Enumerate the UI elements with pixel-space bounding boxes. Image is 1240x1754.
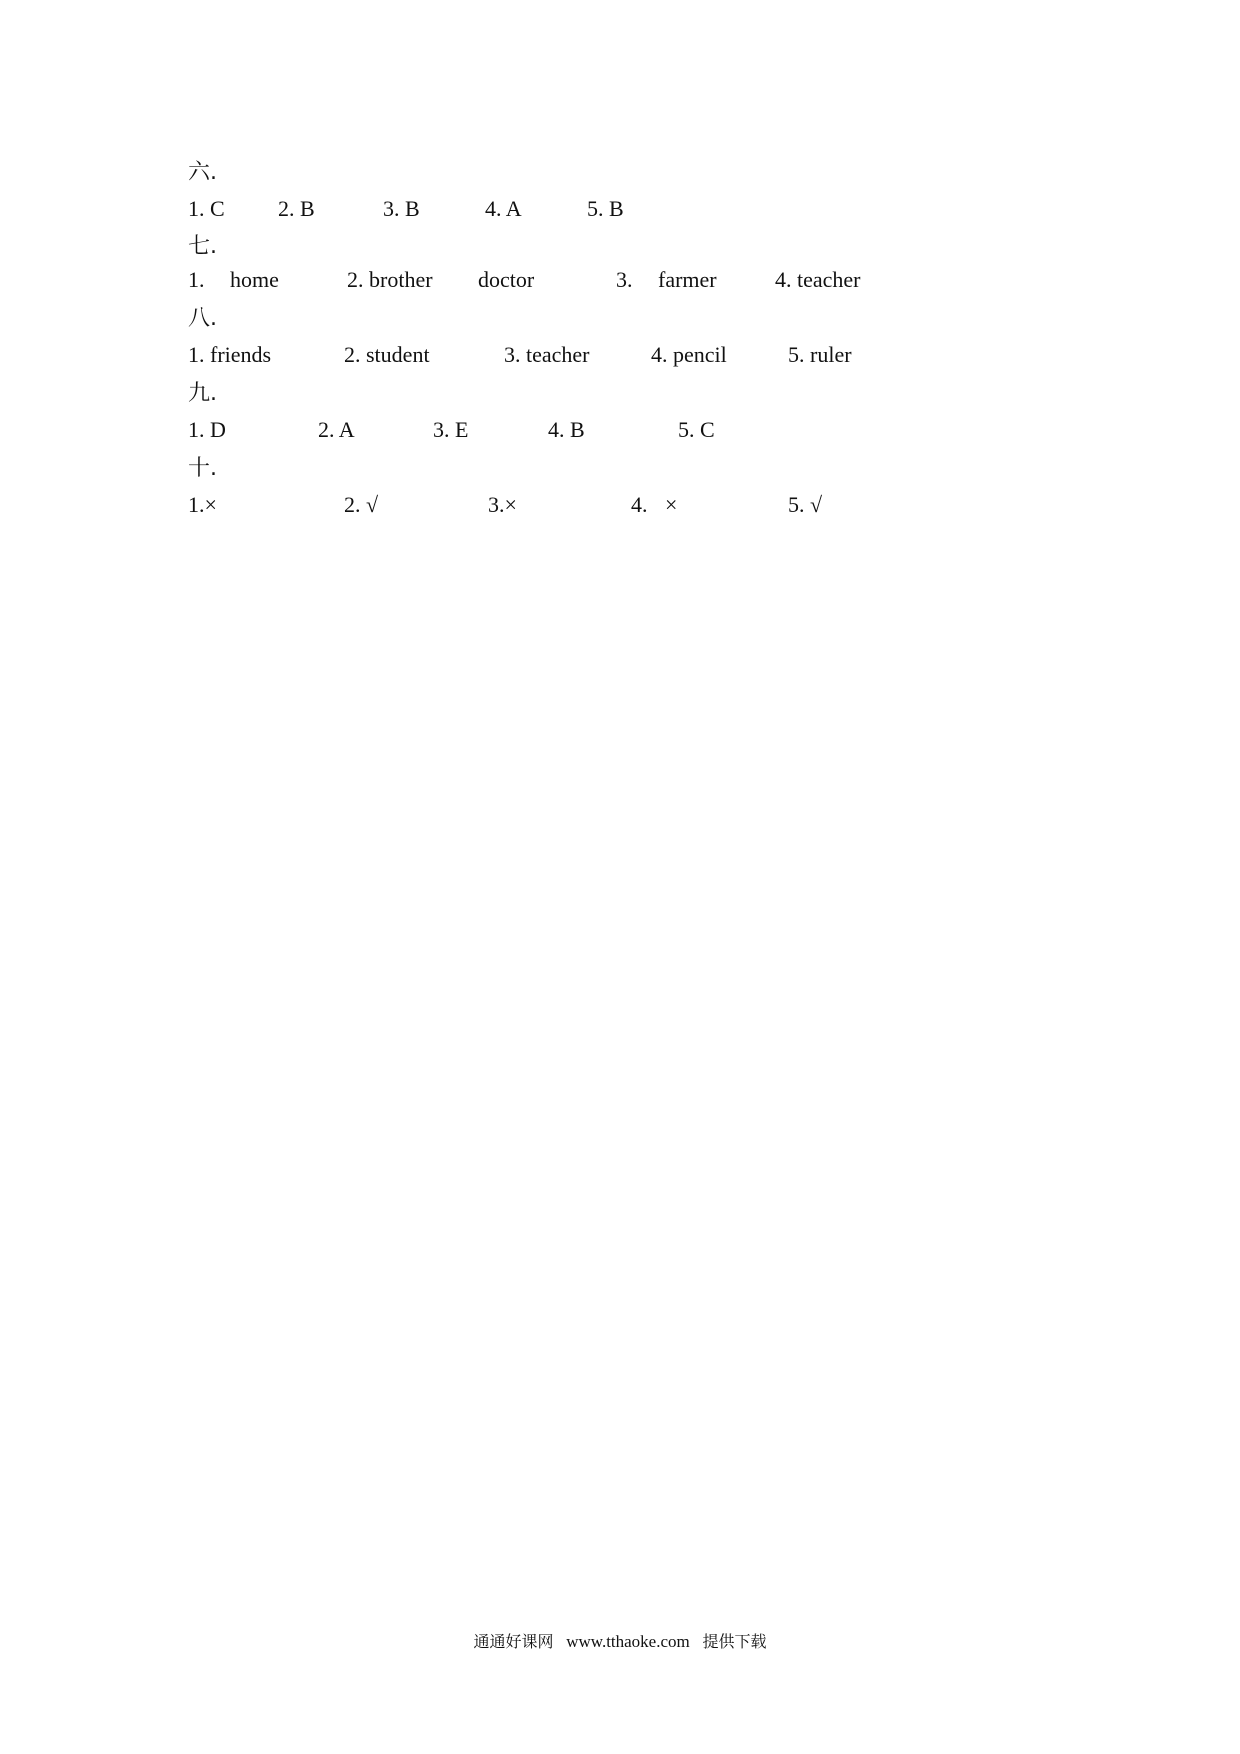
answer-item: 5. B <box>587 196 624 221</box>
answer-item: 1.× <box>188 492 217 517</box>
answer-item: 4. pencil <box>651 342 727 367</box>
answer-item: 4. <box>631 492 648 517</box>
answer-item: 2. B <box>278 196 315 221</box>
answer-item: 2. brother <box>347 267 433 292</box>
answer-item: doctor <box>478 267 535 292</box>
answer-item: 3. <box>616 267 633 292</box>
answer-item: farmer <box>658 267 717 292</box>
section-heading-8: 八. <box>188 306 217 331</box>
answer-item: 3.× <box>488 492 517 517</box>
answer-item: 3. E <box>433 417 469 442</box>
answer-item: home <box>230 267 279 292</box>
answer-item: 5. √ <box>788 492 823 517</box>
answer-item: 4. teacher <box>775 267 861 292</box>
answer-item: 5. C <box>678 417 715 442</box>
answer-item: 1. <box>188 267 205 292</box>
answer-item: 1. C <box>188 196 225 221</box>
section-heading-9: 九. <box>188 381 217 406</box>
section-heading-10: 十. <box>188 456 217 481</box>
page-footer <box>0 1630 1240 1654</box>
answer-item: 2. student <box>344 342 430 367</box>
answer-item: 1. friends <box>188 342 272 367</box>
answer-item: 4. A <box>485 196 522 221</box>
answer-item: 3. teacher <box>504 342 590 367</box>
answer-item: 5. ruler <box>788 342 852 367</box>
answer-item: 4. B <box>548 417 585 442</box>
footer-site-name: 通通好课网 <box>473 1632 554 1651</box>
answer-item: 2. √ <box>344 492 379 517</box>
footer-suffix: 提供下载 <box>702 1632 767 1651</box>
answer-item: 1. D <box>188 417 226 442</box>
answer-item: 2. A <box>318 417 355 442</box>
answer-item: × <box>665 492 678 517</box>
section-heading-7: 七. <box>188 234 217 259</box>
answer-item: 3. B <box>383 196 420 221</box>
footer-url[interactable]: www.tthaoke.com <box>566 1632 690 1651</box>
section-heading-6: 六. <box>188 160 217 185</box>
